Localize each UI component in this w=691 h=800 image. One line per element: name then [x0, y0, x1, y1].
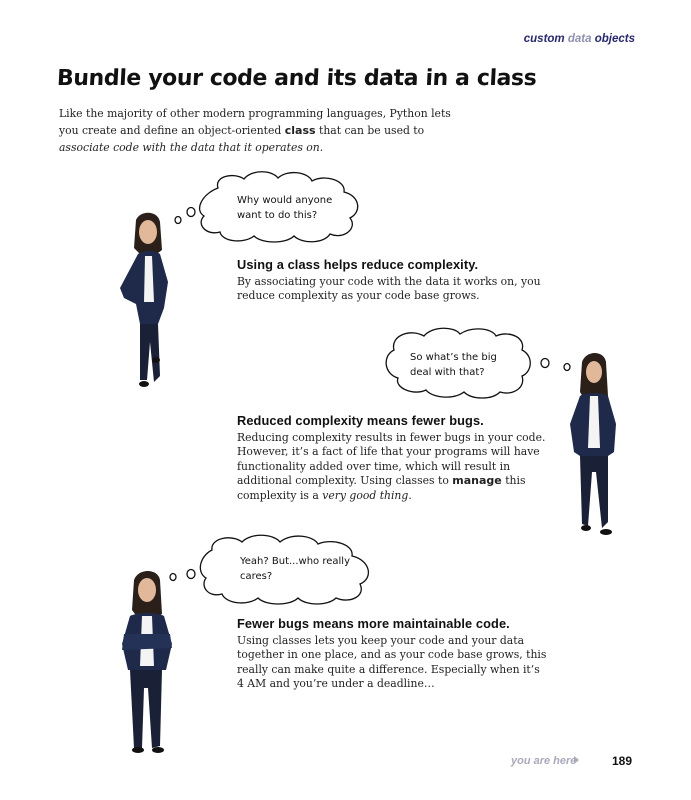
person-figure-3: [116, 570, 178, 756]
section-body-1: By associating your code with the data it works on, you reduce complexity as your code base grows.: [237, 275, 541, 303]
intro-text-2: that can be used to: [315, 124, 425, 137]
you-are-here-label: you are here: [511, 755, 577, 767]
arrow-right-icon: [574, 756, 579, 764]
person-figure-1: [114, 212, 178, 392]
running-head-data: data: [567, 33, 592, 45]
section-body-2-text-2: this complexity is a: [237, 474, 526, 502]
section-body-2-italic: very good thing: [322, 488, 409, 502]
section-body-3: Using classes lets you keep your code and your data together in one place, and as your code base grows, this really can make quite a difference. Especially when it’s 4 AM and you’re under a deadline…: [237, 634, 547, 691]
section-body-2-text-1: Reducing complexity results in fewer bugs in your code. However, it’s a fact of life that your programs will have functionality added over time, which will result in additional complexity. Using classes to: [237, 431, 546, 488]
intro-text-1: Like the majority of other modern programming languages, Python lets you create and define an object-oriented: [59, 107, 451, 137]
page-number: 189: [612, 754, 633, 768]
thought-cloud-1: [174, 170, 364, 242]
thought-cloud-3: [168, 534, 380, 604]
person-illustration-2: [566, 352, 622, 540]
section-body-2-bold: manage: [452, 474, 502, 488]
section-heading-1: Using a class helps reduce complexity.: [237, 257, 479, 272]
thought-cloud-2: [380, 326, 572, 398]
section-body-2: [237, 431, 547, 503]
running-head-custom: custom: [523, 33, 565, 45]
thought-text-2: So what’s the big deal with that?: [410, 352, 497, 378]
section-heading-3: Fewer bugs means more maintainable code.: [237, 616, 510, 631]
intro-bold-class: class: [284, 124, 316, 137]
thought-text-3: Yeah? But...who really cares?: [240, 556, 350, 582]
intro-italic: associate code with the data that it operates on.: [59, 141, 324, 154]
running-head-objects: objects: [594, 33, 635, 45]
person-illustration-3: [116, 570, 178, 756]
section-heading-2: Reduced complexity means fewer bugs.: [237, 413, 484, 428]
person-illustration-1: [114, 212, 178, 392]
running-head: [524, 33, 635, 45]
section-body-2-text-3: .: [408, 488, 412, 502]
intro-paragraph: [59, 105, 459, 156]
page-title: Bundle your code and its data in a class: [56, 66, 538, 91]
thought-text-1: Why would anyone want to do this?: [237, 195, 333, 221]
person-figure-2: [566, 352, 622, 540]
